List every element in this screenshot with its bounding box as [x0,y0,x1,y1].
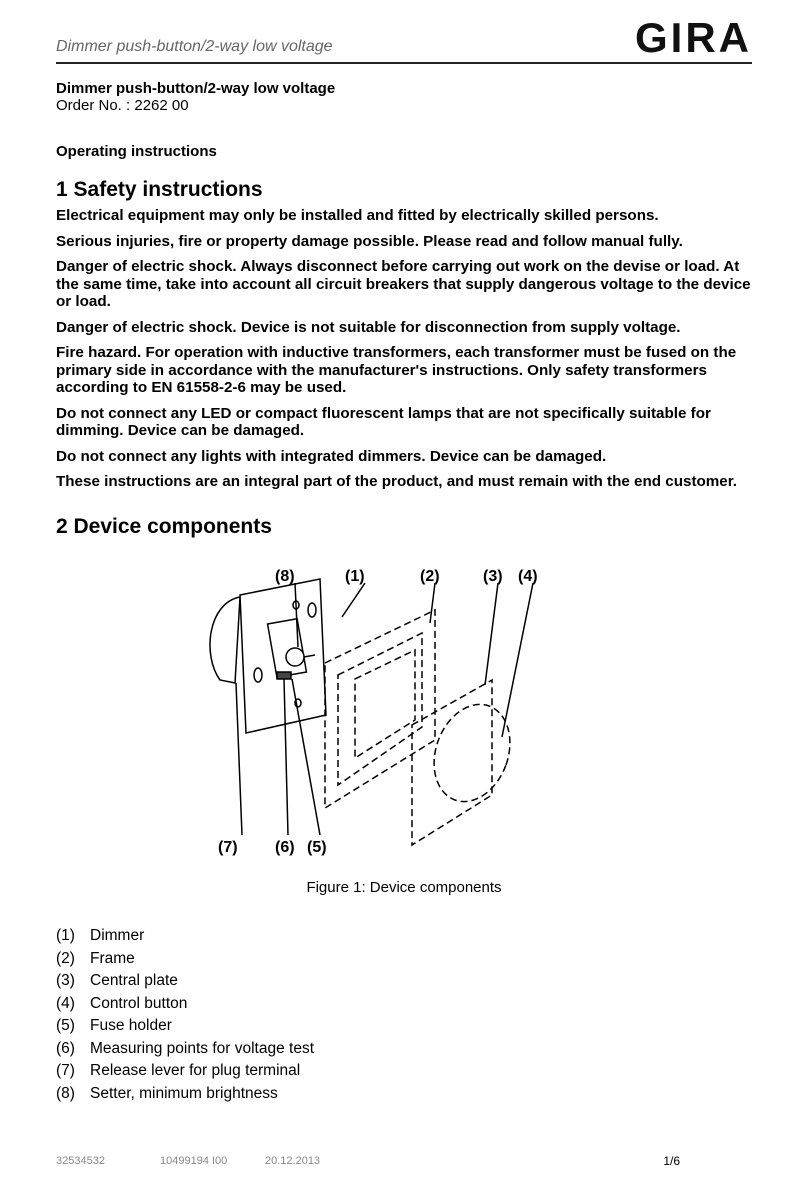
legend-item [56,925,314,948]
safety-item: Fire hazard. For operation with inductive transformers, each transformer must be fused on the primary side in accordance with the manufacturer's instructions. Only safety transformers according to EN 61558-2-6 may be used. [56,344,737,396]
legend-number: (7) [56,1062,75,1079]
section-heading-components: 2 Device components [56,515,272,538]
brand-logo: GIRA [635,14,752,61]
legend-number: (8) [56,1084,75,1102]
legend-item [56,993,314,1016]
order-number: Order No. : 2262 00 [56,97,189,114]
figure-label-4: (4) [518,568,538,585]
safety-item: Danger of electric shock. Device is not suitable for disconnection from supply voltage. [56,318,681,336]
legend-item [56,948,314,971]
legend-label: Dimmer [90,927,145,944]
legend-label: Frame [90,949,135,967]
legend-label: Fuse holder [90,1017,172,1034]
legend-label: Release lever for plug terminal [90,1062,301,1079]
legend-label: Setter, minimum brightness [90,1084,278,1102]
legend-number: (3) [56,972,75,989]
legend-label: Control button [90,994,188,1012]
central-plate-outline [412,680,492,845]
operating-instructions-heading: Operating instructions [56,143,217,160]
safety-item: Serious injuries, fire or property damage possible. Please read and follow manual fully. [56,232,683,250]
frame-outline [325,610,435,808]
device-components-figure [180,555,560,865]
figure-caption: Figure 1: Device components [306,879,502,896]
legend-item [56,970,314,993]
header-title: Dimmer push-button/2-way low voltage [56,38,333,55]
figure-label-1: (1) [345,568,365,585]
legend-item [56,1015,314,1038]
legend-number: (6) [56,1039,75,1057]
legend-number: (5) [56,1017,75,1034]
legend-label: Central plate [90,972,178,989]
section-heading-safety: 1 Safety instructions [56,178,263,201]
figure-label-2: (2) [420,568,440,585]
figure-label-7: (7) [218,839,238,856]
safety-item: Danger of electric shock. Always disconnect before carrying out work on the devise or load. At the same time, take into account all circuit breakers that supply dangerous voltage to the device or load. [56,258,751,310]
figure-label-3: (3) [483,568,503,585]
setter-knob [286,648,304,666]
dimmer-housing [210,597,240,683]
legend-item [56,1060,314,1083]
legend-label: Measuring points for voltage test [90,1039,315,1057]
legend-number: (2) [56,949,75,967]
header-divider [56,62,752,64]
legend-item [56,1038,314,1061]
footer-doc-number: 32534532 [56,1155,105,1167]
figure-label-5: (5) [307,839,327,856]
component-legend [56,925,314,1105]
safety-item: Do not connect any lights with integrated dimmers. Device can be damaged. [56,447,607,465]
legend-number: (4) [56,994,75,1012]
safety-item: Do not connect any LED or compact fluorescent lamps that are not specifically suitable for dimming. Device can be damaged. [56,404,711,439]
safety-list [56,207,756,499]
legend-number: (1) [56,927,75,944]
footer-date: 20.12.2013 [265,1155,321,1167]
figure-label-8: (8) [275,568,295,585]
legend-item [56,1083,314,1106]
safety-item: Electrical equipment may only be installed and fitted by electrically skilled persons. [56,207,659,224]
figure-label-6: (6) [275,839,295,856]
product-name: Dimmer push-button/2-way low voltage [56,80,336,97]
page-number: 1/6 [663,1154,680,1168]
footer-reference: 10499194 I00 [160,1155,228,1167]
safety-item: These instructions are an integral part of the product, and must remain with the end customer. [56,473,738,490]
